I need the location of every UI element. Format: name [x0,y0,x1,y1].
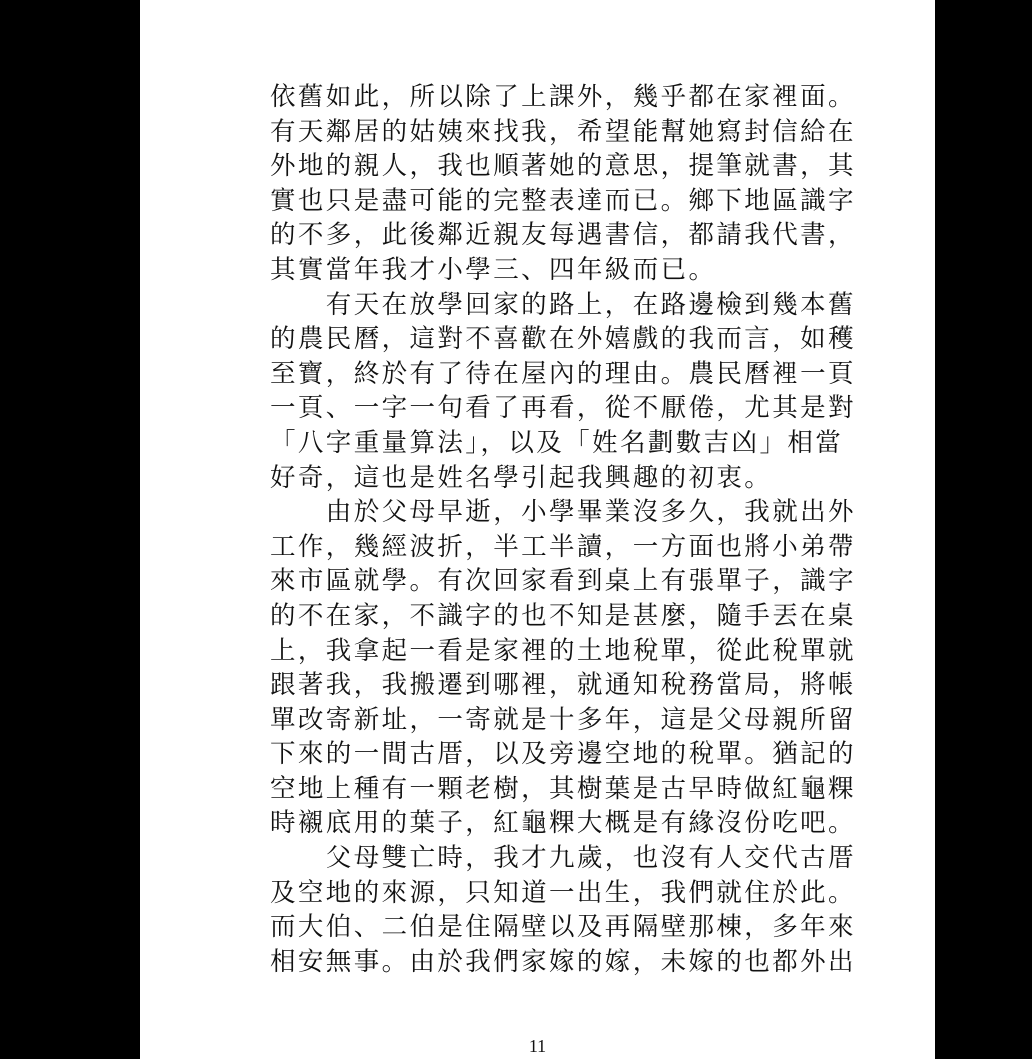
text-line: 跟著我，我搬遷到哪裡，就通知稅務當局，將帳 [270,670,856,701]
text-line: 父母雙亡時，我才九歲，也沒有人交代古厝 [270,843,856,874]
text-line: 至寶，終於有了待在屋內的理由。農民曆裡一頁 [270,358,856,389]
text-line: 的不在家，不識字的也不知是甚麼，隨手丟在桌 [270,600,856,631]
text-line: 一頁、一字一句看了再看，從不厭倦，尤其是對 [270,393,856,424]
text-line: 有天在放學回家的路上，在路邊檢到幾本舊 [270,289,856,320]
text-line: 上，我拿起一看是家裡的土地稅單，從此稅單就 [270,635,856,666]
text-line: 實也只是盡可能的完整表達而已。鄉下地區識字 [270,185,856,216]
text-line: 由於父母早逝，小學畢業沒多久，我就出外 [270,497,856,528]
text-line: 相安無事。由於我們家嫁的嫁，未嫁的也都外出 [270,946,856,977]
text-line: 時襯底用的葉子，紅龜粿大概是有緣沒份吃吧。 [270,808,856,839]
text-line: 其實當年我才小學三、四年級而已。 [270,254,717,285]
text-line: 單改寄新址，一寄就是十多年，這是父母親所留 [270,704,856,735]
text-line: 下來的一間古厝，以及旁邊空地的稅單。猶記的 [270,739,856,770]
text-line: 外地的親人，我也順著她的意思，提筆就書，其 [270,151,856,182]
text-line: 依舊如此，所以除了上課外，幾乎都在家裡面。 [270,82,856,112]
document-page [140,0,935,1059]
text-line: 工作，幾經波折，半工半讀，一方面也將小弟帶 [270,531,856,562]
text-line: 而大伯、二伯是住隔壁以及再隔壁那棟，多年來 [270,912,856,943]
page-number: 11 [528,1036,547,1056]
text-line: 「八字重量算法」，以及「姓名劃數吉凶」相當 [270,427,844,458]
body-text [270,80,856,979]
text-line: 的農民曆，這對不喜歡在外嬉戲的我而言，如穫 [270,324,856,355]
text-line: 的不多，此後鄰近親友每遇書信，都請我代書， [270,220,856,251]
text-line: 及空地的來源，只知道一出生，我們就住於此。 [270,877,856,908]
text-line: 空地上種有一顆老樹，其樹葉是古早時做紅龜粿 [270,773,856,804]
text-line: 有天鄰居的姑姨來找我，希望能幫她寫封信給在 [270,116,856,147]
text-line: 來市區就學。有次回家看到桌上有張單子，識字 [270,566,856,597]
text-line: 好奇，這也是姓名學引起我興趣的初衷。 [270,462,773,493]
